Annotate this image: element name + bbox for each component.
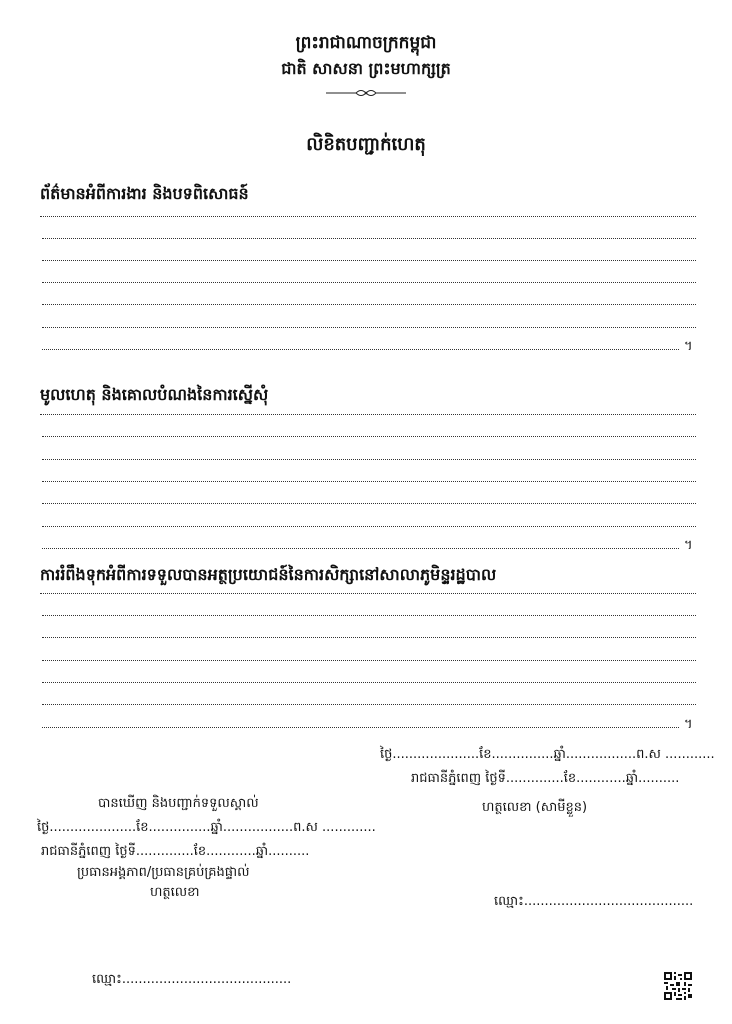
fill-line[interactable] — [42, 260, 696, 261]
fill-line[interactable] — [42, 238, 696, 239]
fill-line[interactable] — [42, 304, 696, 305]
applicant-lunar-date-line[interactable]: ថ្ងៃ.....................ខែ...............ឆ្នាំ.................ព.ស ............ — [380, 747, 715, 762]
fill-line[interactable] — [42, 503, 696, 504]
ornament-divider — [326, 87, 406, 99]
applicant-signature-label: ហត្ថលេខា (សាមីខ្លួន) — [482, 800, 588, 815]
fill-line[interactable] — [42, 548, 679, 549]
fill-line[interactable] — [42, 526, 696, 527]
fill-line[interactable] — [42, 682, 696, 683]
fill-line[interactable] — [42, 349, 679, 350]
supervisor-acknowledge-label: បានឃើញ និងបញ្ជាក់ទទួលស្គាល់ — [98, 796, 259, 811]
fill-line[interactable] — [40, 593, 696, 594]
khmer-period: ។ — [684, 717, 693, 732]
fill-line[interactable] — [42, 436, 696, 437]
fill-line[interactable] — [40, 414, 696, 415]
supervisor-place-date-line[interactable]: រាជធានីភ្នំពេញ ថ្ងៃទី..............ខែ............ឆ្នាំ.......... — [41, 844, 310, 859]
national-motto: ជាតិ សាសនា ព្រះមហាក្សត្រ — [281, 59, 451, 78]
fill-line[interactable] — [40, 216, 696, 217]
khmer-period: ។ — [684, 538, 693, 553]
section-heading-expected-benefits: ការរំពឹងទុកអំពីការទទួលបានអត្ថប្រយោជន៍នៃការសិក្សានៅសាលាភូមិន្ទរដ្ឋបាល — [40, 565, 497, 584]
fill-line[interactable] — [42, 459, 696, 460]
document-title: លិខិតបញ្ជាក់ហេតុ — [306, 134, 426, 155]
kingdom-header: ព្រះរាជាណាចក្រកម្ពុជា — [295, 33, 437, 53]
supervisor-lunar-date-line[interactable]: ថ្ងៃ.....................ខែ...............ឆ្នាំ.................ព.ស ............. — [37, 820, 376, 835]
fill-line[interactable] — [42, 282, 696, 283]
fill-line[interactable] — [42, 704, 696, 705]
fill-line[interactable] — [42, 637, 696, 638]
fill-line[interactable] — [42, 727, 679, 728]
qr-code-icon — [664, 972, 692, 1000]
applicant-place-date-line[interactable]: រាជធានីភ្នំពេញ ថ្ងៃទី..............ខែ............ឆ្នាំ.......... — [411, 771, 680, 786]
supervisor-title-label: ប្រធានអង្គភាព/ប្រធានគ្រប់គ្រងផ្ទាល់ — [77, 865, 250, 880]
fill-line[interactable] — [42, 481, 696, 482]
applicant-name-line[interactable]: ឈ្មោះ......................................... — [494, 894, 694, 909]
khmer-period: ។ — [684, 339, 693, 354]
supervisor-name-line[interactable]: ឈ្មោះ......................................... — [92, 972, 292, 987]
supervisor-signature-label: ហត្ថលេខា — [150, 885, 200, 900]
fill-line[interactable] — [42, 327, 696, 328]
section-heading-work-experience: ព័ត៌មានអំពីការងារ និងបទពិសោធន៍ — [40, 184, 249, 203]
section-heading-reason-purpose: មូលហេតុ និងគោលបំណងនៃការស្នើសុំ — [40, 385, 269, 404]
fill-line[interactable] — [42, 615, 696, 616]
fill-line[interactable] — [42, 660, 696, 661]
